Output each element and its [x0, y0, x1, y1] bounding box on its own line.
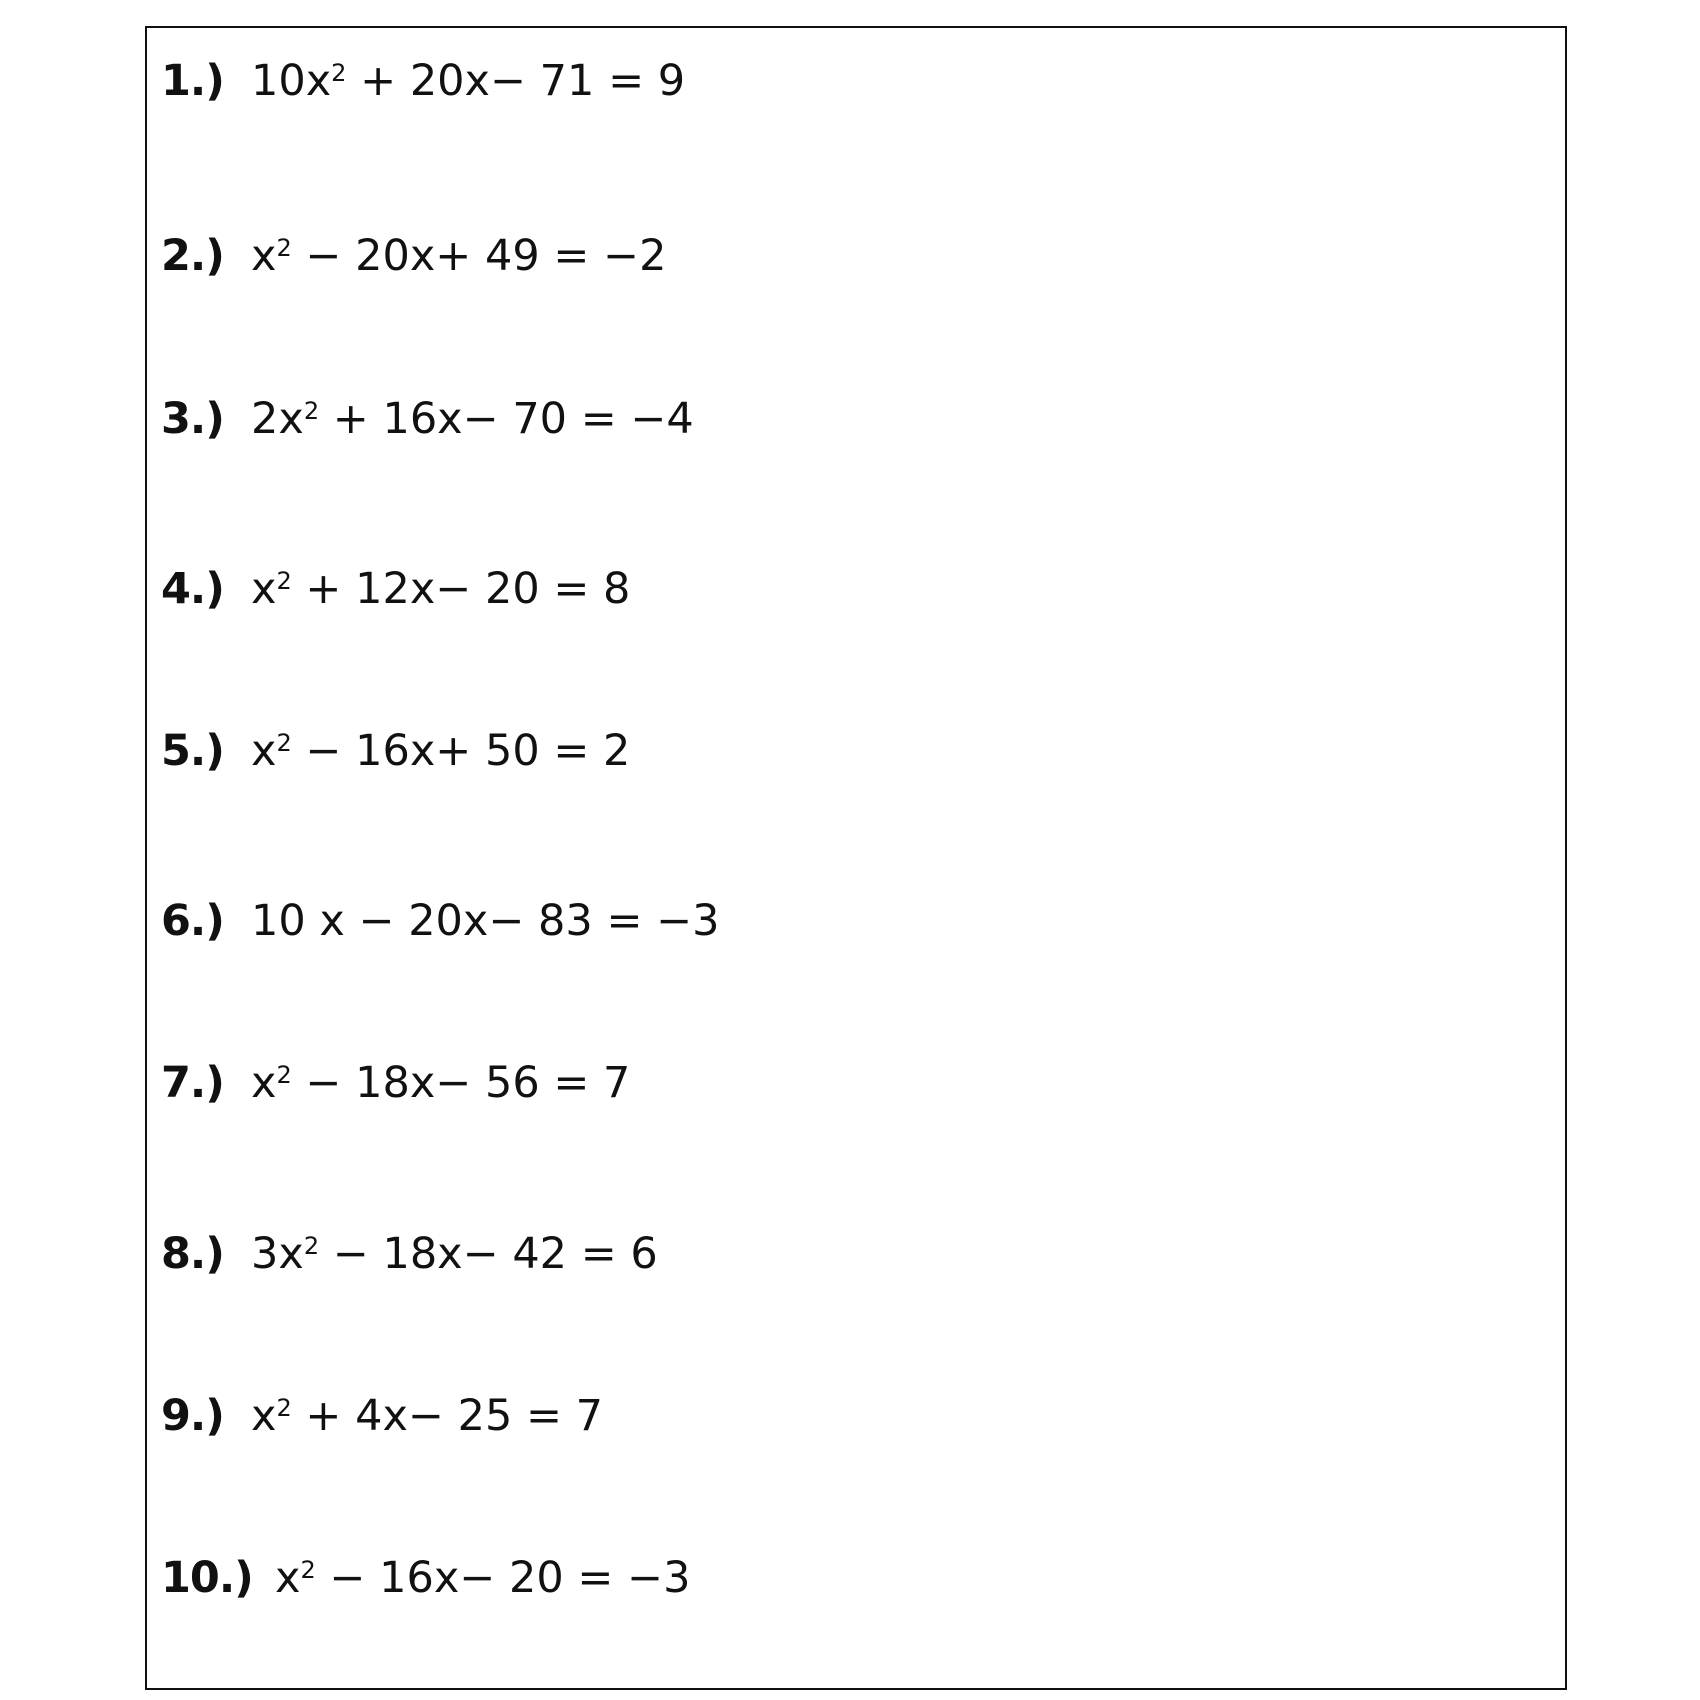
problem-number: 5.) [161, 726, 224, 776]
equation [251, 56, 686, 106]
problem-4 [161, 564, 631, 614]
problem-2 [161, 231, 667, 281]
problem-6 [161, 896, 720, 946]
problem-10 [161, 1553, 691, 1603]
problem-number: 10.) [161, 1553, 253, 1603]
equation [275, 1553, 691, 1603]
problem-1 [161, 56, 686, 106]
equation-lead: 2x [251, 394, 304, 444]
exponent: 2 [276, 729, 292, 757]
problem-number: 6.) [161, 896, 224, 946]
exponent: 2 [276, 567, 292, 595]
equation-lead: x [251, 1058, 277, 1108]
equation-lead: 10x [251, 56, 332, 106]
equation-rest: − 16x− 20 = −3 [315, 1553, 691, 1603]
equation [251, 896, 720, 946]
equation [251, 1058, 631, 1108]
problem-number: 8.) [161, 1229, 224, 1279]
equation [251, 1391, 604, 1441]
exponent: 2 [276, 234, 292, 262]
problem-number: 4.) [161, 564, 224, 614]
equation-rest: + 20x− 71 = 9 [346, 56, 686, 106]
exponent: 2 [303, 397, 320, 425]
equation-lead: 3x [251, 1229, 304, 1279]
equation-lead: 10 x − 20x− 83 = −3 [251, 896, 720, 946]
equation-rest: − 18x− 42 = 6 [319, 1229, 658, 1279]
problem-9 [161, 1391, 604, 1441]
equation-lead: x [275, 1553, 301, 1603]
problem-5 [161, 726, 631, 776]
equation-rest: + 4x− 25 = 7 [291, 1391, 604, 1441]
exponent: 2 [300, 1556, 316, 1584]
equation [251, 564, 631, 614]
equation [251, 231, 667, 281]
problem-number: 2.) [161, 231, 224, 281]
worksheet-frame [145, 26, 1567, 1690]
exponent: 2 [276, 1061, 292, 1089]
problem-number: 7.) [161, 1058, 224, 1108]
equation-rest: − 16x+ 50 = 2 [291, 726, 631, 776]
problem-number: 3.) [161, 394, 224, 444]
problem-number: 1.) [161, 56, 224, 106]
exponent: 2 [331, 59, 347, 87]
problem-8 [161, 1229, 658, 1279]
equation-lead: x [251, 564, 277, 614]
equation-lead: x [251, 231, 277, 281]
equation [251, 726, 631, 776]
equation-lead: x [251, 726, 277, 776]
equation-rest: + 16x− 70 = −4 [319, 394, 694, 444]
problem-number: 9.) [161, 1391, 224, 1441]
exponent: 2 [303, 1232, 320, 1260]
problem-7 [161, 1058, 631, 1108]
equation-rest: + 12x− 20 = 8 [291, 564, 631, 614]
equation-rest: − 18x− 56 = 7 [291, 1058, 631, 1108]
equation [251, 1229, 658, 1279]
equation-lead: x [251, 1391, 277, 1441]
exponent: 2 [276, 1394, 292, 1422]
equation [251, 394, 694, 444]
equation-rest: − 20x+ 49 = −2 [291, 231, 667, 281]
problem-3 [161, 394, 694, 444]
